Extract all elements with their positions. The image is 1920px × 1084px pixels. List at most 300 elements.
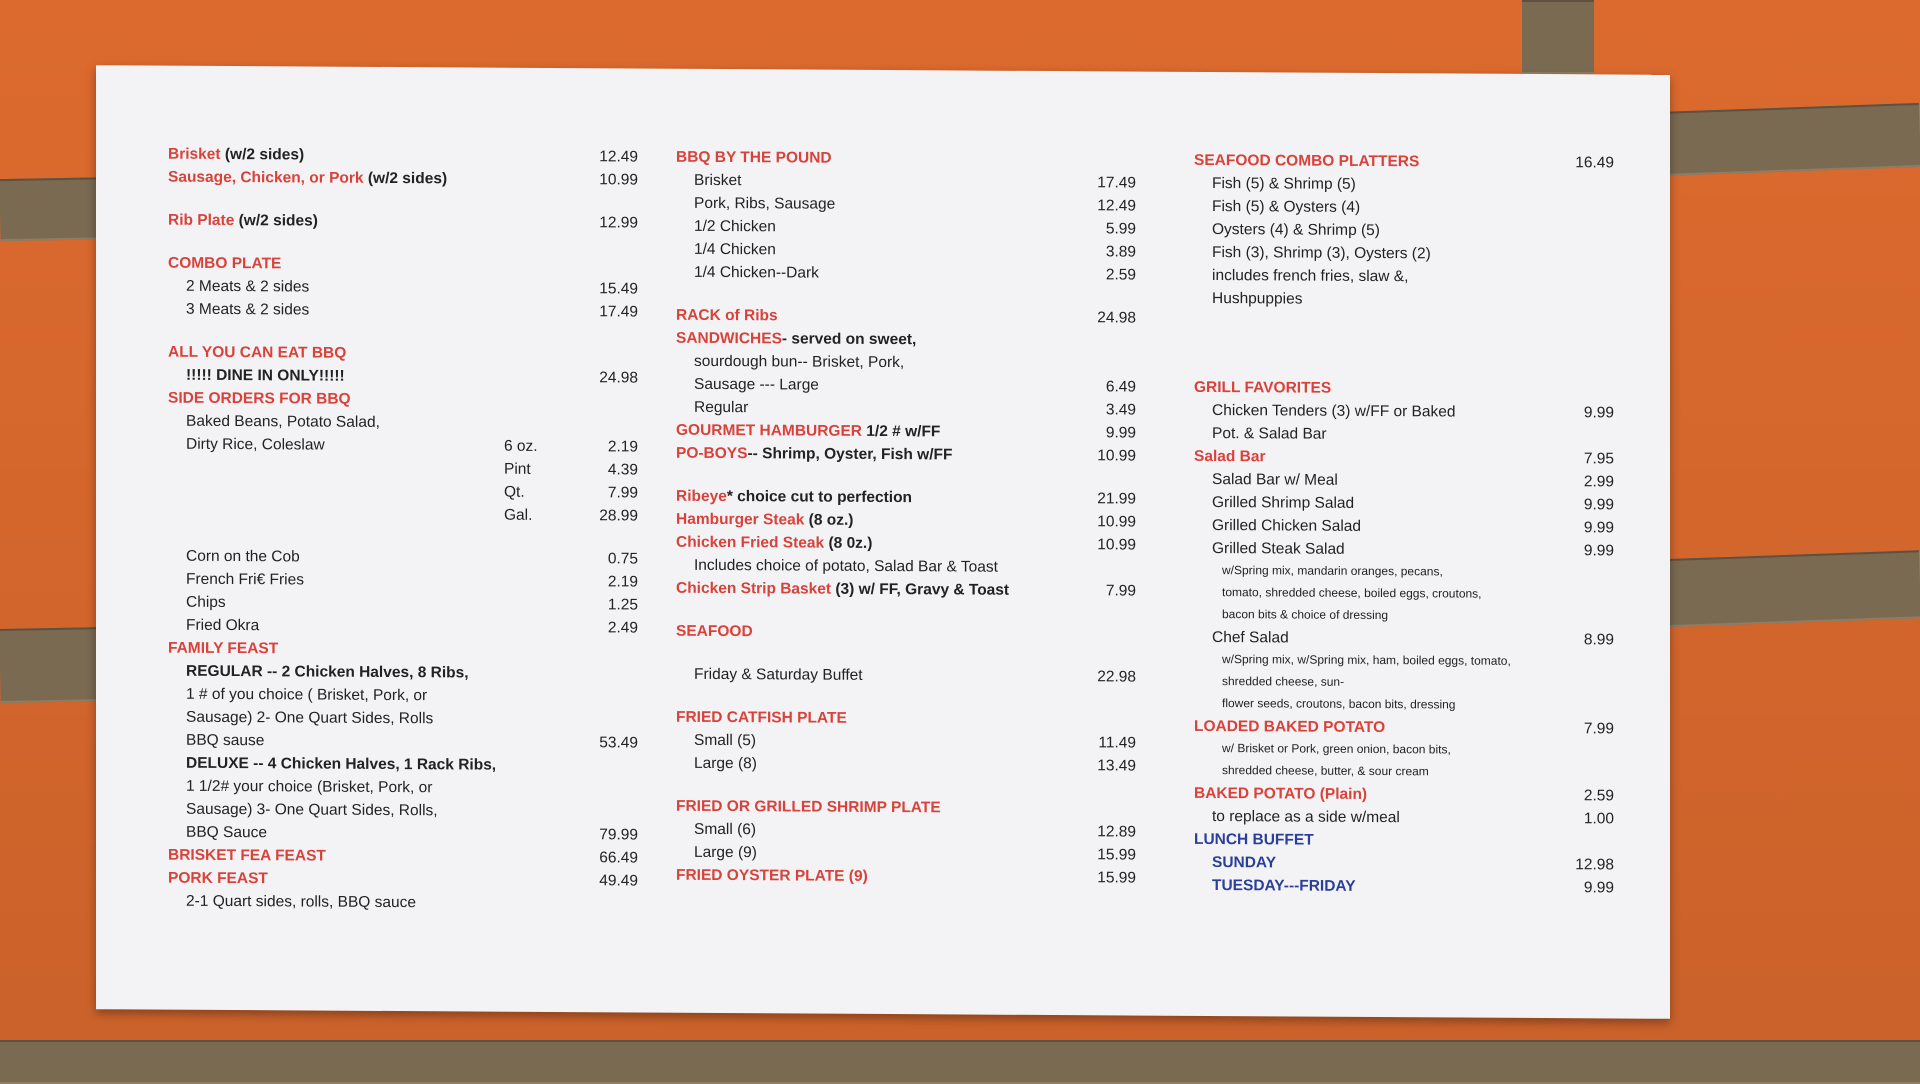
menu-item-detail: (8 0z.) [824,535,872,552]
menu-item-name [168,169,504,189]
menu-item-name [1194,152,1550,172]
menu-item-text: Friday & Saturday Buffet [694,666,863,684]
menu-item-detail: 1/2 # w/FF [862,423,940,440]
menu-row [676,330,1136,356]
menu-row [1194,696,1614,721]
menu-item-price: 24.98 [574,369,638,387]
menu-item-size: Qt. [504,484,574,502]
menu-item-name [168,367,504,387]
menu-item-text: Regular [694,399,748,416]
menu-item-name [1194,785,1550,805]
menu-row [1194,494,1614,520]
menu-item-name [168,390,504,410]
menu-item-name [1194,494,1550,514]
menu-item-price: 17.49 [1072,174,1136,192]
menu-item-name [168,344,504,364]
menu-item-text: 1 # of you choice ( Brisket, Pork, or [186,686,427,704]
menu-item-price: 17.49 [574,303,638,321]
menu-item-name [676,844,1072,864]
menu-item-price: 16.49 [1550,154,1614,172]
menu-item-price: 12.49 [1072,197,1136,215]
menu-item-size: Pint [504,461,574,479]
menu-item-name [168,413,504,433]
menu-item-text: 2-1 Quart sides, rolls, BBQ sauce [186,893,416,911]
menu-item-detail: (8 oz.) [804,512,853,529]
menu-section-title: GRILL FAVORITES [1194,379,1331,397]
menu-item-text: Sausage) 2- One Quart Sides, Rolls [186,709,433,728]
menu-item-text: Pork, Ribs, Sausage [694,195,835,213]
menu-row [676,195,1136,221]
menu-item-price: 1.25 [574,596,638,614]
menu-section-title: Ribeye [676,488,727,505]
spacer [168,528,638,551]
menu-item-price: 2.59 [1550,787,1614,805]
menu-item-text: Baked Beans, Potato Salad, [186,413,380,431]
menu-item-text: Chef Salad [1212,629,1289,646]
menu-item-price: 2.19 [574,573,638,591]
menu-item-price: 79.99 [574,826,638,844]
menu-item-name [1194,175,1550,195]
menu-item-note: w/Spring mix, w/Spring mix, ham, boiled eggs, tomato, [1194,652,1614,669]
menu-item-text: Pot. & Salad Bar [1212,425,1327,443]
menu-item-name [1194,831,1550,851]
menu-item-name [1194,854,1550,874]
menu-item-text: 3 Meats & 2 sides [186,301,309,319]
spacer [676,287,1136,310]
menu-item-name [676,399,1072,419]
menu-row [168,255,638,281]
menu-item-size: Gal. [504,507,574,525]
menu-row [168,755,638,781]
menu-item-text: Grilled Chicken Salad [1212,517,1361,535]
menu-row [168,870,638,896]
menu-section-title: LUNCH BUFFET [1194,831,1314,849]
menu-item-price: 12.49 [574,148,638,166]
menu-section-title: RACK of Ribs [676,307,778,325]
menu-section-title: PORK FEAST [168,870,268,888]
menu-item-name [1194,471,1550,491]
menu-item-size: 6 oz. [504,438,574,456]
menu-item-price: 2.59 [1072,266,1136,284]
menu-item-text: includes french fries, slaw &, [1212,267,1408,285]
menu-item-price: 5.99 [1072,220,1136,238]
wood-rail-left-bottom [0,627,111,703]
menu-row [1194,425,1614,451]
menu-item-name [1194,290,1550,310]
menu-item-name [1194,808,1550,828]
menu-item-text: BBQ sause [186,732,264,749]
menu-row [676,218,1136,244]
menu-item-text: Fish (5) & Oysters (4) [1212,198,1360,216]
menu-row [168,367,638,393]
menu-item-price: 10.99 [1072,447,1136,465]
menu-item-name [676,445,1072,465]
menu-item-name [676,307,1072,327]
menu-row [676,149,1136,175]
menu-section-title: SANDWICHES [676,330,782,348]
menu-item-price: 9.99 [1072,424,1136,442]
menu-item-name [676,732,1072,752]
menu-row [168,571,638,597]
menu-item-name [168,824,504,844]
spacer [676,603,1136,626]
menu-row [168,709,638,735]
menu-item-note: w/Spring mix, mandarin oranges, pecans, [1194,563,1614,580]
menu-row [1194,175,1614,201]
menu-item-name [168,801,504,821]
menu-item-name [676,376,1072,396]
menu-row [1194,267,1614,293]
wood-rail-right-mid [1649,550,1920,627]
menu-row [676,264,1136,290]
menu-item-detail: -- Shrimp, Oyster, Fish w/FF [747,445,952,463]
menu-item-name [676,330,1072,350]
menu-row [168,824,638,850]
menu-row [168,278,638,304]
menu-row [1194,808,1614,834]
menu-section-title: SIDE ORDERS FOR BBQ [168,390,351,408]
menu-item-name [1194,629,1550,649]
menu-row [1194,402,1614,428]
menu-row [168,212,638,238]
menu-item-name [676,511,1072,531]
menu-item-name [676,422,1072,442]
spacer [1194,313,1614,382]
menu-item-name [168,686,504,706]
menu-item-price: 28.99 [574,507,638,525]
menu-item-text: 1/4 Chicken--Dark [694,264,819,282]
menu-item-name [168,755,504,775]
menu-row [168,459,638,485]
menu-row [1194,540,1614,566]
menu-item-name [168,594,504,614]
menu-row [676,422,1136,448]
menu-item-price: 8.99 [1550,631,1614,649]
menu-item-name [676,821,1072,841]
menu-item-detail: * choice cut to perfection [727,488,912,506]
menu-item-text: Small (5) [694,732,756,749]
menu-item-price: 49.49 [574,872,638,890]
menu-item-price: 2.49 [574,619,638,637]
menu-row [1194,290,1614,316]
menu-row [168,847,638,873]
menu-sheet [96,65,1670,1019]
menu-item-text: Hushpuppies [1212,290,1302,308]
menu-item-title: REGULAR [186,663,263,680]
menu-row [676,376,1136,402]
menu-item-note: shredded cheese, sun- [1194,674,1614,691]
menu-row [676,511,1136,537]
menu-row [168,732,638,758]
spacer [168,324,638,347]
menu-item-name [676,755,1072,775]
menu-row [1194,448,1614,474]
menu-item-name [168,548,504,568]
menu-row [168,617,638,643]
menu-item-text: Dirty Rice, Coleslaw [186,436,325,454]
menu-row [676,623,1136,649]
menu-section-title: FRIED OYSTER PLATE (9) [676,867,868,885]
menu-item-name [168,617,504,637]
menu-item-text: Fish (3), Shrimp (3), Oysters (2) [1212,244,1431,262]
menu-item-detail: -- 4 Chicken Halves, 1 Rack Ribs, [249,755,496,774]
menu-section-title: COMBO PLATE [168,255,281,273]
menu-item-name [676,195,1072,215]
menu-item-text: to replace as a side w/meal [1212,808,1400,826]
menu-section-title: BAKED POTATO (Plain) [1194,785,1367,803]
menu-row [168,640,638,666]
menu-item-text: Includes choice of potato, Salad Bar & Toast [694,557,998,576]
menu-item-price: 3.89 [1072,243,1136,261]
menu-row [168,436,638,462]
menu-item-text: Sausage) 3- One Quart Sides, Rolls, [186,801,438,820]
menu-section-title: FRIED OR GRILLED SHRIMP PLATE [676,798,941,817]
menu-item-name [1194,425,1550,445]
menu-item-text: Salad Bar w/ Meal [1212,471,1338,489]
menu-item-text: French Fri€ Fries [186,571,304,589]
menu-item-name [676,264,1072,284]
menu-item-price: 12.98 [1550,856,1614,874]
menu-row [168,505,638,531]
menu-section-title: SEAFOOD COMBO PLATTERS [1194,152,1419,170]
menu-item-price: 15.99 [1072,869,1136,887]
menu-item-price: 0.75 [574,550,638,568]
menu-item-note: flower seeds, croutons, bacon bits, dressing [1194,696,1614,713]
menu-item-price: 15.99 [1072,846,1136,864]
spacer [676,689,1136,712]
menu-section-title: BBQ BY THE POUND [676,149,832,167]
menu-item-text: Brisket [694,172,741,189]
menu-section-title: TUESDAY---FRIDAY [1212,877,1356,895]
menu-item-name [168,518,504,520]
menu-row [1194,585,1614,610]
menu-item-name [168,146,504,166]
menu-row [676,399,1136,425]
menu-item-price: 3.49 [1072,401,1136,419]
menu-item-text: Large (8) [694,755,757,772]
menu-section-title: Chicken Strip Basket [676,580,831,598]
menu-item-text: BBQ Sauce [186,824,267,841]
menu-row [676,821,1136,847]
menu-item-name [1194,379,1550,399]
menu-row [676,844,1136,870]
menu-item-name [676,534,1072,554]
menu-item-price: 12.89 [1072,823,1136,841]
menu-item-name [168,893,504,913]
menu-item-name [1194,448,1550,468]
menu-item-name [1194,198,1550,218]
menu-row [168,594,638,620]
menu-section-title: SUNDAY [1212,854,1276,871]
menu-item-detail: (w/2 sides) [221,146,305,164]
menu-section-title: Hamburger Steak [676,511,804,529]
menu-item-name [168,778,504,798]
menu-section-title: PO-BOYS [676,445,747,462]
menu-row [676,755,1136,781]
menu-item-name [676,580,1072,600]
menu-item-note: bacon bits & choice of dressing [1194,607,1614,624]
menu-item-name [676,488,1072,508]
menu-row [1194,379,1614,405]
menu-item-name [676,623,1072,643]
menu-item-name [676,241,1072,261]
menu-item-text: Small (6) [694,821,756,838]
menu-item-price: 4.39 [574,461,638,479]
menu-item-name [1194,718,1550,738]
menu-row [1194,763,1614,788]
menu-row [168,663,638,689]
menu-row [1194,652,1614,677]
menu-row [168,893,638,919]
menu-item-note: w/ Brisket or Pork, green onion, bacon bits, [1194,741,1614,758]
menu-row [676,307,1136,333]
spacer [676,778,1136,801]
menu-row [1194,718,1614,744]
menu-item-text: Grilled Shrimp Salad [1212,494,1354,512]
menu-section-title: Salad Bar [1194,448,1266,465]
menu-item-price: 9.99 [1550,879,1614,897]
menu-item-price: 9.99 [1550,519,1614,537]
menu-item-name [676,867,1072,887]
menu-section-title: LOADED BAKED POTATO [1194,718,1385,736]
spacer [676,646,1136,669]
menu-item-name [676,149,1072,169]
menu-item-name [676,709,1072,729]
menu-item-text: Grilled Steak Salad [1212,540,1345,558]
menu-item-name [676,172,1072,192]
menu-column-3 [1194,152,1614,903]
menu-item-name [1194,267,1550,287]
menu-section-title: FAMILY FEAST [168,640,278,658]
menu-item-name [676,798,1072,818]
menu-section-title: Brisket [168,146,221,163]
menu-row [676,709,1136,735]
menu-item-name [1194,540,1550,560]
menu-item-title: DELUXE [186,755,249,772]
menu-section-title: GOURMET HAMBURGER [676,422,862,440]
menu-item-price: 53.49 [574,734,638,752]
wood-post-right [1522,0,1594,74]
menu-item-price: 7.99 [574,484,638,502]
menu-item-text: Chips [186,594,226,611]
menu-section-title: ALL YOU CAN EAT BBQ [168,344,346,362]
menu-item-title: !!!!! DINE IN ONLY!!!!! [186,367,345,385]
menu-item-name [1194,402,1550,422]
menu-row [1194,674,1614,699]
menu-item-note: tomato, shredded cheese, boiled eggs, croutons, [1194,585,1614,602]
menu-row [168,390,638,416]
menu-item-price: 12.99 [574,214,638,232]
menu-section-title: BRISKET FEA FEAST [168,847,326,865]
menu-section-title: SEAFOOD [676,623,753,640]
menu-item-price: 11.49 [1072,734,1136,752]
menu-item-text: Corn on the Cob [186,548,300,566]
menu-row [168,686,638,712]
menu-item-price: 7.95 [1550,450,1614,468]
menu-item-name [168,472,504,474]
menu-item-price: 2.99 [1550,473,1614,491]
menu-item-price: 9.99 [1550,542,1614,560]
menu-row [168,169,638,195]
menu-item-text: 2 Meats & 2 sides [186,278,309,296]
menu-item-name [168,663,504,683]
menu-row [168,413,638,439]
menu-item-note: shredded cheese, butter, & sour cream [1194,763,1614,780]
menu-item-price: 66.49 [574,849,638,867]
wood-rail-bottom [0,1040,1920,1084]
menu-column-1 [168,146,638,919]
spacer [168,235,638,258]
menu-item-name [676,666,1072,686]
menu-item-name [1194,244,1550,264]
menu-item-detail: - served on sweet, [782,330,916,348]
menu-row [676,445,1136,471]
menu-item-detail: -- 2 Chicken Halves, 8 Ribs, [263,663,469,681]
menu-item-name [168,847,504,867]
menu-row [168,801,638,827]
menu-item-name [168,212,504,232]
menu-row [1194,741,1614,766]
menu-item-text: Fish (5) & Shrimp (5) [1212,175,1356,193]
menu-row [168,482,638,508]
menu-item-detail: (w/2 sides) [234,212,318,230]
menu-row [168,778,638,804]
menu-item-text: Sausage --- Large [694,376,819,394]
menu-row [1194,785,1614,811]
menu-item-price: 7.99 [1072,582,1136,600]
menu-item-text: Fried Okra [186,617,259,634]
wood-rail-right-top [1629,103,1920,177]
menu-item-text: Chicken Tenders (3) w/FF or Baked [1212,402,1456,420]
menu-item-price: 10.99 [1072,513,1136,531]
menu-row [168,344,638,370]
menu-row [1194,629,1614,655]
menu-item-name [168,870,504,890]
menu-row [1194,877,1614,903]
menu-item-name [168,436,504,456]
menu-item-name [168,255,504,275]
menu-item-price: 10.99 [574,171,638,189]
menu-item-price: 13.49 [1072,757,1136,775]
menu-row [676,241,1136,267]
menu-item-name [1194,877,1550,897]
menu-row [676,172,1136,198]
menu-row [676,534,1136,560]
menu-row [676,867,1136,893]
spacer [676,468,1136,491]
menu-item-text: Large (9) [694,844,757,861]
menu-item-name [168,278,504,298]
menu-item-name [168,301,504,321]
menu-item-name [168,732,504,752]
menu-row [168,301,638,327]
menu-section-title: Chicken Fried Steak [676,534,824,552]
menu-row [1194,152,1614,178]
menu-row [168,146,638,172]
menu-row [676,488,1136,514]
menu-item-name [168,640,504,660]
menu-item-detail: (3) w/ FF, Gravy & Toast [831,581,1009,599]
menu-row [676,557,1136,583]
menu-row [1194,607,1614,632]
menu-item-detail: (w/2 sides) [364,170,448,188]
menu-item-name [168,495,504,497]
menu-item-name [168,709,504,729]
menu-row [1194,854,1614,880]
menu-row [168,548,638,574]
menu-item-price: 6.49 [1072,378,1136,396]
menu-item-price: 1.00 [1550,810,1614,828]
